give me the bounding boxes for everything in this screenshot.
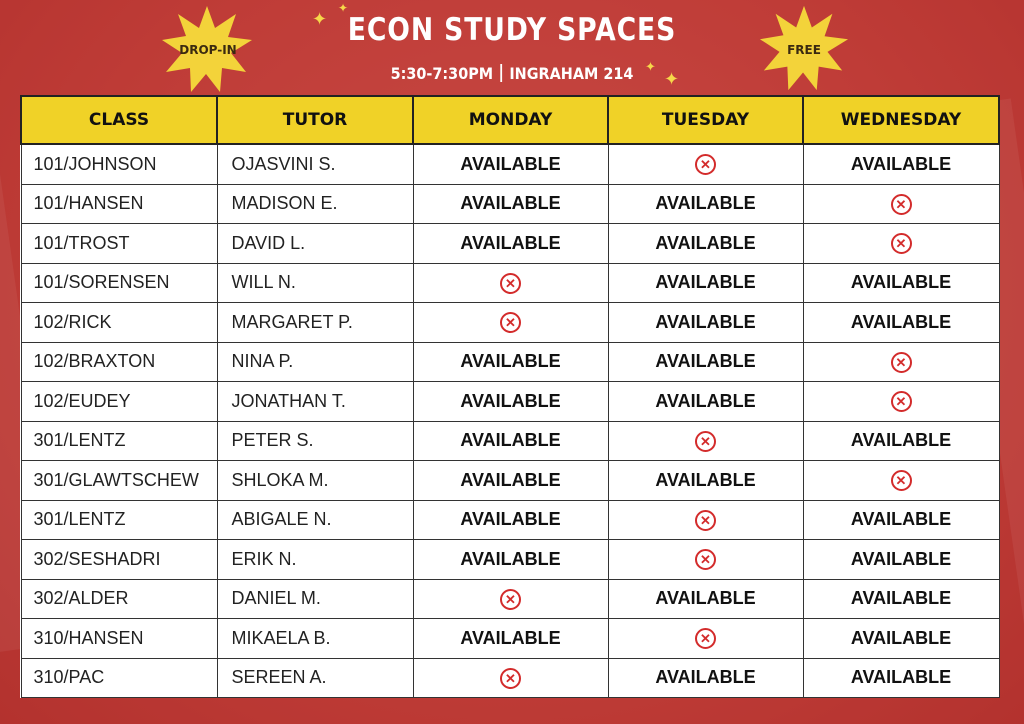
table-row: [21, 461, 999, 501]
circled-x-icon: ✕: [695, 628, 716, 649]
sparkle-icon: ✦: [338, 1, 349, 15]
table-row: [21, 619, 999, 659]
class-cell: 302/ALDER: [21, 579, 217, 619]
tutor-cell: DANIEL M.: [217, 579, 413, 619]
class-cell: 301/GLAWTSCHEW: [21, 461, 217, 501]
availability-cell-wed: AVAILABLE: [803, 144, 999, 184]
availability-cell-wed: AVAILABLE: [803, 263, 999, 303]
availability-cell-mon: AVAILABLE: [413, 342, 608, 382]
unavailable-cell-tue: [608, 144, 803, 184]
table-row: [21, 342, 999, 382]
unavailable-cell-mon: [413, 579, 608, 619]
circled-x-icon: ✕: [695, 154, 716, 175]
availability-cell-mon: AVAILABLE: [413, 461, 608, 501]
free-badge: FREE: [787, 43, 821, 57]
class-cell: 302/SESHADRI: [21, 540, 217, 580]
circled-x-icon: ✕: [891, 194, 912, 215]
circled-x-icon: ✕: [891, 233, 912, 254]
unavailable-cell-mon: [413, 658, 608, 698]
availability-cell-mon: AVAILABLE: [413, 500, 608, 540]
availability-cell-tue: AVAILABLE: [608, 342, 803, 382]
unavailable-cell-tue: [608, 500, 803, 540]
tutor-cell: WILL N.: [217, 263, 413, 303]
table-row: [21, 540, 999, 580]
availability-cell-wed: AVAILABLE: [803, 421, 999, 461]
availability-cell-mon: AVAILABLE: [413, 224, 608, 264]
class-cell: 310/PAC: [21, 658, 217, 698]
tutor-cell: MADISON E.: [217, 184, 413, 224]
circled-x-icon: ✕: [500, 668, 521, 689]
table-row: [21, 382, 999, 422]
class-cell: 301/LENTZ: [21, 500, 217, 540]
class-cell: 102/EUDEY: [21, 382, 217, 422]
availability-cell-mon: AVAILABLE: [413, 382, 608, 422]
circled-x-icon: ✕: [500, 312, 521, 333]
table-row: [21, 658, 999, 698]
unavailable-cell-wed: [803, 184, 999, 224]
circled-x-icon: ✕: [695, 549, 716, 570]
availability-cell-wed: AVAILABLE: [803, 619, 999, 659]
table-row: [21, 421, 999, 461]
class-cell: 301/LENTZ: [21, 421, 217, 461]
availability-cell-mon: AVAILABLE: [413, 421, 608, 461]
table-header-row: [21, 96, 999, 144]
tutor-cell: MARGARET P.: [217, 303, 413, 343]
tutor-cell: ERIK N.: [217, 540, 413, 580]
circled-x-icon: ✕: [500, 589, 521, 610]
availability-cell-mon: AVAILABLE: [413, 144, 608, 184]
page-title: ECON STUDY SPACES: [347, 12, 677, 48]
column-header-wednesday: WEDNESDAY: [803, 96, 999, 144]
schedule-subtitle: [51, 64, 973, 83]
availability-cell-wed: AVAILABLE: [803, 658, 999, 698]
unavailable-cell-wed: [803, 224, 999, 264]
availability-cell-tue: AVAILABLE: [608, 184, 803, 224]
table-row: [21, 144, 999, 184]
tutor-schedule-table: [20, 95, 998, 698]
class-cell: 101/HANSEN: [21, 184, 217, 224]
sparkle-icon: ✦: [645, 59, 656, 74]
column-header-monday: MONDAY: [413, 96, 608, 144]
availability-cell-wed: AVAILABLE: [803, 579, 999, 619]
circled-x-icon: ✕: [891, 470, 912, 491]
availability-cell-mon: AVAILABLE: [413, 184, 608, 224]
table-row: [21, 303, 999, 343]
availability-cell-tue: AVAILABLE: [608, 224, 803, 264]
unavailable-cell-tue: [608, 421, 803, 461]
availability-cell-tue: AVAILABLE: [608, 461, 803, 501]
availability-cell-wed: AVAILABLE: [803, 303, 999, 343]
tutor-cell: MIKAELA B.: [217, 619, 413, 659]
table-row: [21, 263, 999, 303]
availability-cell-wed: AVAILABLE: [803, 540, 999, 580]
tutor-cell: JONATHAN T.: [217, 382, 413, 422]
tutor-cell: ABIGALE N.: [217, 500, 413, 540]
table-row: [21, 579, 999, 619]
unavailable-cell-wed: [803, 382, 999, 422]
drop-in-badge: DROP-IN: [179, 43, 237, 57]
class-cell: 101/TROST: [21, 224, 217, 264]
divider: [500, 64, 502, 82]
availability-cell-wed: AVAILABLE: [803, 500, 999, 540]
tutor-cell: NINA P.: [217, 342, 413, 382]
unavailable-cell-wed: [803, 342, 999, 382]
circled-x-icon: ✕: [891, 391, 912, 412]
availability-cell-tue: AVAILABLE: [608, 263, 803, 303]
unavailable-cell-mon: [413, 263, 608, 303]
column-header-class: CLASS: [21, 96, 217, 144]
tutor-cell: DAVID L.: [217, 224, 413, 264]
column-header-tuesday: TUESDAY: [608, 96, 803, 144]
unavailable-cell-wed: [803, 461, 999, 501]
location: INGRAHAM 214: [509, 64, 634, 83]
class-cell: 101/JOHNSON: [21, 144, 217, 184]
class-cell: 102/BRAXTON: [21, 342, 217, 382]
availability-cell-tue: AVAILABLE: [608, 303, 803, 343]
table-row: [21, 184, 999, 224]
class-cell: 102/RICK: [21, 303, 217, 343]
table-row: [21, 500, 999, 540]
availability-cell-mon: AVAILABLE: [413, 619, 608, 659]
circled-x-icon: ✕: [695, 510, 716, 531]
availability-cell-mon: AVAILABLE: [413, 540, 608, 580]
tutor-cell: SEREEN A.: [217, 658, 413, 698]
sparkle-icon: ✦: [312, 9, 328, 29]
availability-cell-tue: AVAILABLE: [608, 658, 803, 698]
time-range: 5:30-7:30PM: [390, 64, 494, 83]
circled-x-icon: ✕: [695, 431, 716, 452]
tutor-cell: SHLOKA M.: [217, 461, 413, 501]
unavailable-cell-mon: [413, 303, 608, 343]
table-row: [21, 224, 999, 264]
tutor-cell: OJASVINI S.: [217, 144, 413, 184]
circled-x-icon: ✕: [891, 352, 912, 373]
availability-cell-tue: AVAILABLE: [608, 579, 803, 619]
circled-x-icon: ✕: [500, 273, 521, 294]
class-cell: 310/HANSEN: [21, 619, 217, 659]
availability-cell-tue: AVAILABLE: [608, 382, 803, 422]
unavailable-cell-tue: [608, 540, 803, 580]
sparkle-icon: ✦: [664, 69, 680, 89]
column-header-tutor: TUTOR: [217, 96, 413, 144]
unavailable-cell-tue: [608, 619, 803, 659]
tutor-cell: PETER S.: [217, 421, 413, 461]
class-cell: 101/SORENSEN: [21, 263, 217, 303]
